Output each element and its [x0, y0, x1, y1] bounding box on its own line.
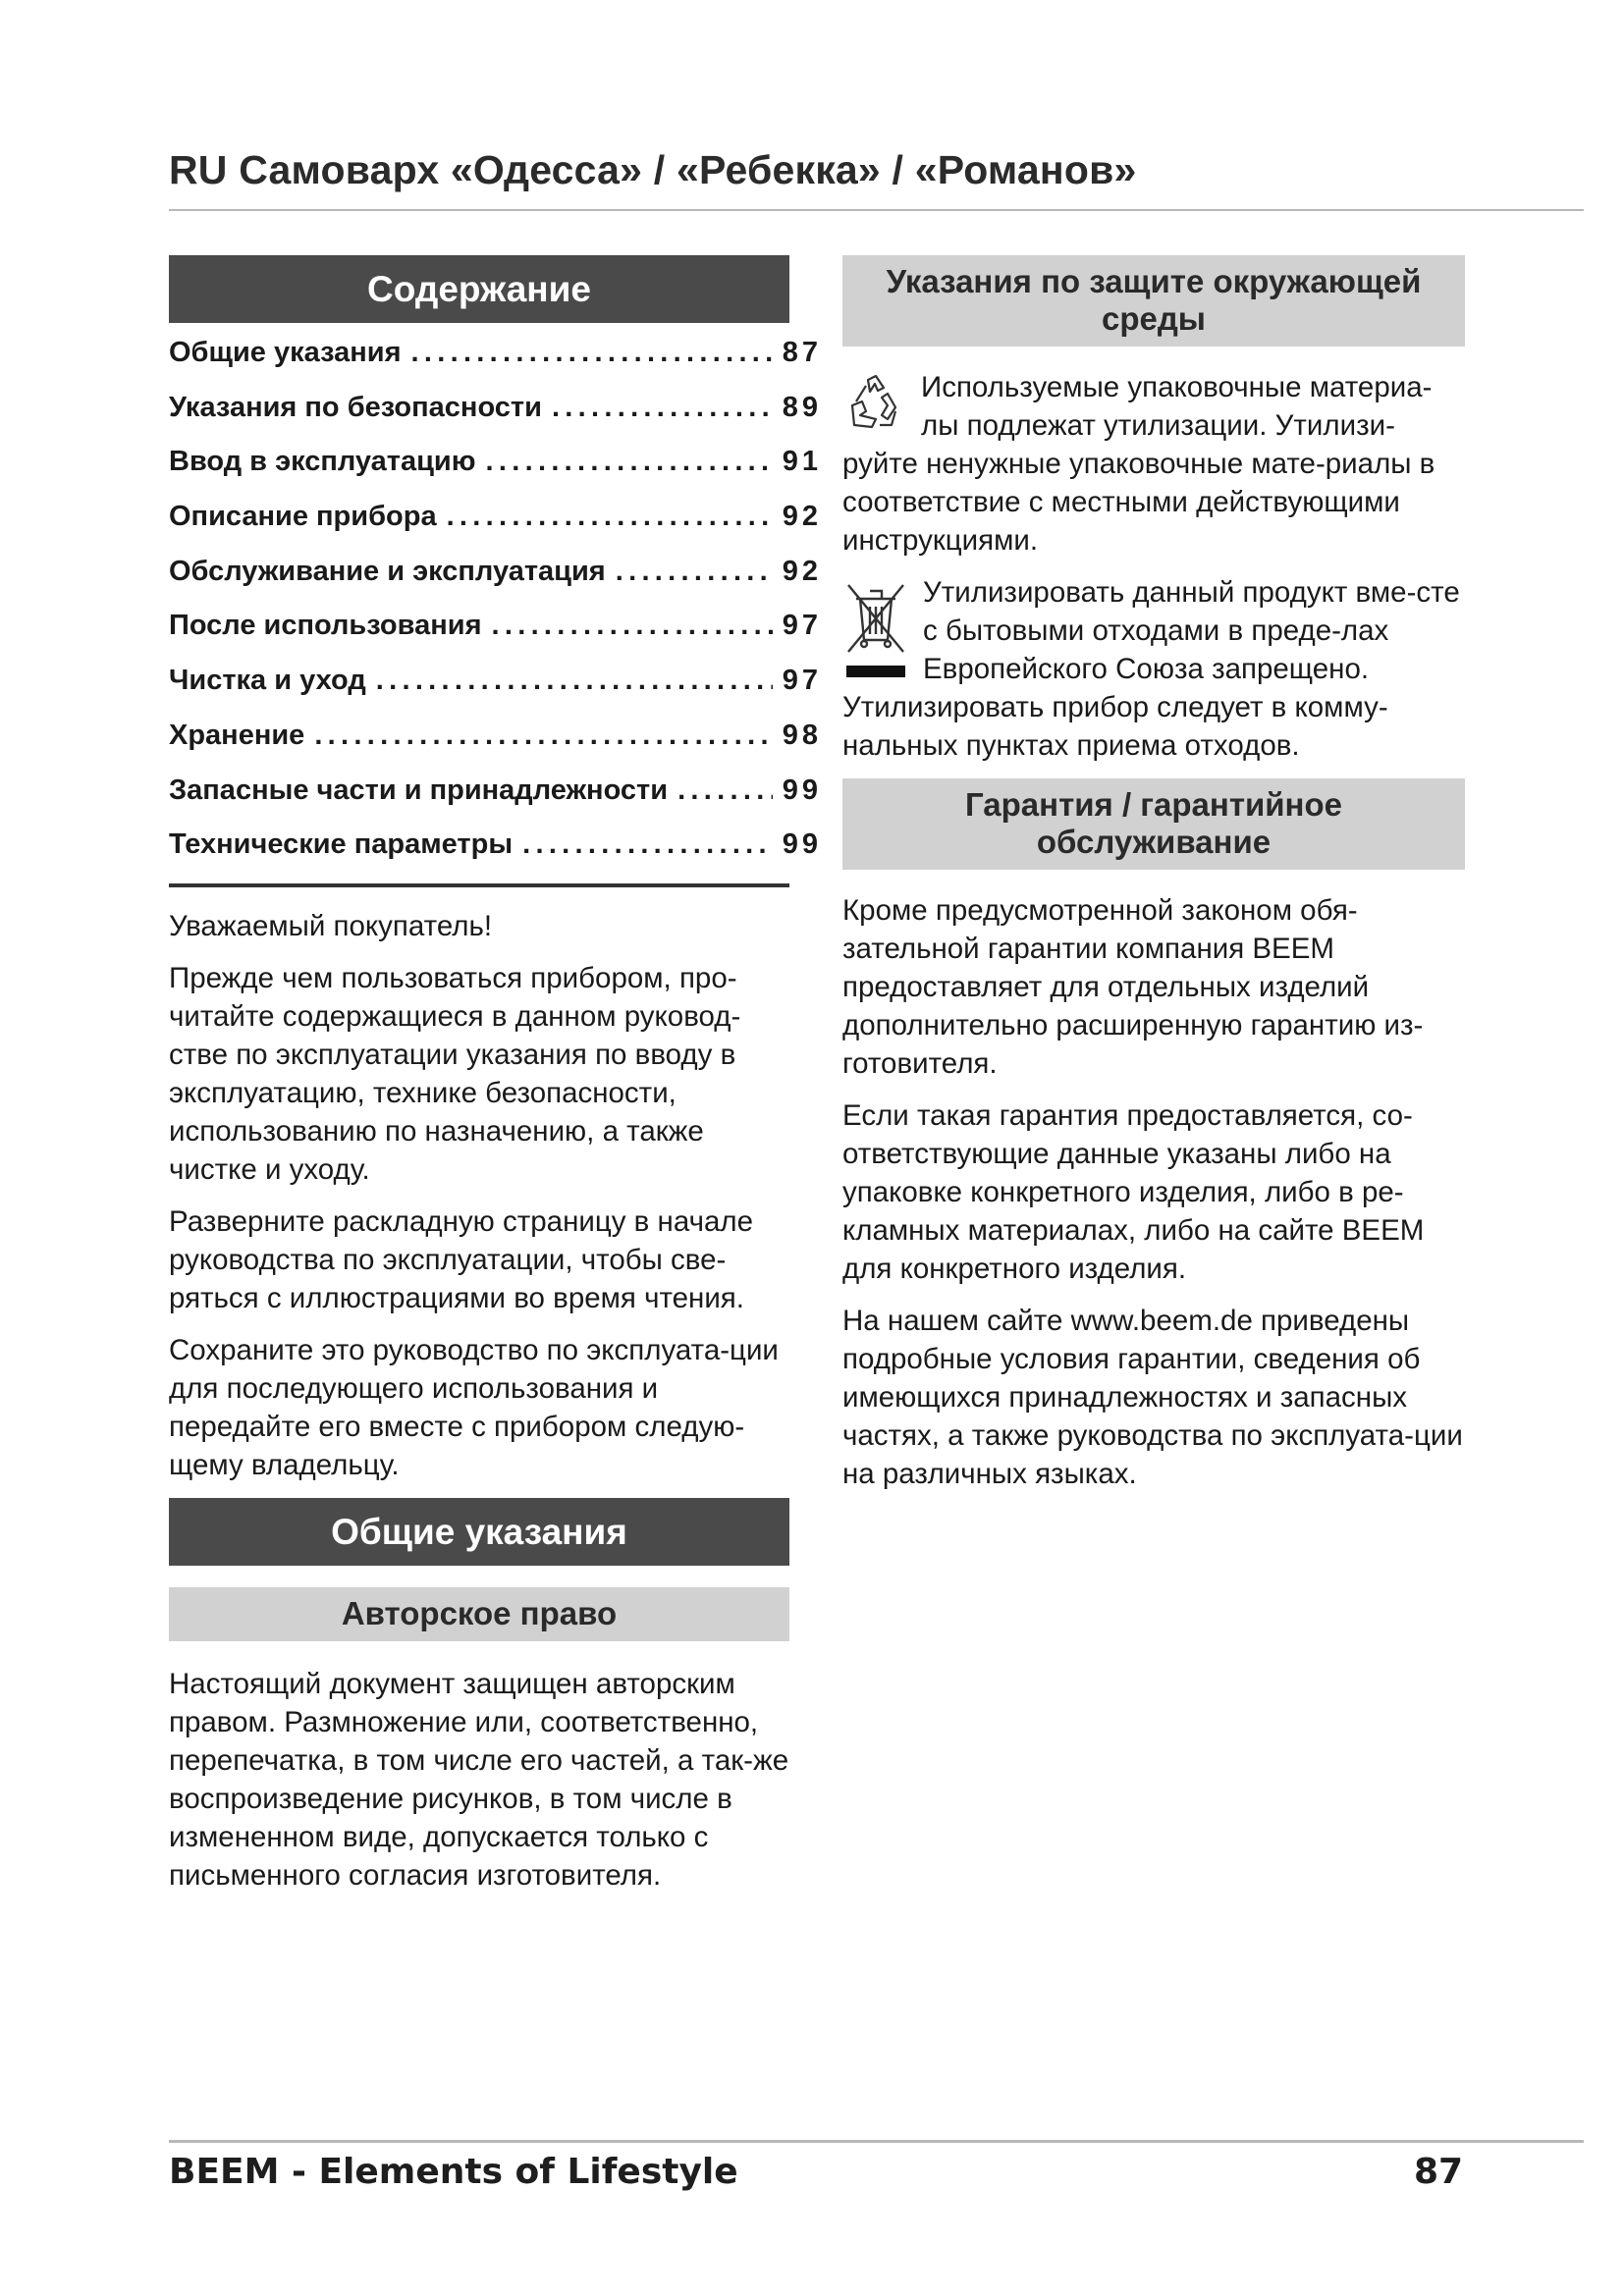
toc-item — [169, 552, 822, 607]
toc-leader-dots — [486, 442, 773, 481]
toc-item — [169, 716, 822, 771]
warranty-paragraph-1: Кроме предусмотренной законом обя-зательной гарантии компания BEEM предоставляет для отдельных изделий дополнительно расширенную гарантию из-готовителя. — [842, 894, 1424, 1080]
toc-item-label: Описание прибора — [169, 501, 437, 533]
recycle-icon — [842, 372, 907, 431]
toc-item — [169, 771, 822, 826]
intro-paragraph-3: Сохраните это руководство по эксплуата-ции для последующего использования и передайте его вместе с прибором следую-щему владельцу. — [169, 1333, 779, 1481]
footer-divider — [169, 2140, 1584, 2143]
toc-item-page: 99 — [782, 828, 822, 861]
toc-item-label: Хранение — [169, 719, 305, 751]
copyright-text: Настоящий документ защищен авторским правом. Размножение или, соответственно, перепечатка, в том числе его частей, а так-же воспроизведение рисунков, в том числе в измененном виде, допускается только с письменного согласия изготовителя. — [169, 1667, 789, 1892]
toc-item-label: Общие указания — [169, 337, 402, 368]
toc-item-page: 99 — [782, 774, 822, 806]
toc-leader-dots — [314, 716, 772, 755]
toc-item — [169, 497, 822, 552]
toc-item-label: Обслуживание и эксплуатация — [169, 555, 606, 587]
toc-divider — [169, 883, 789, 887]
toc-item — [169, 606, 822, 661]
intro-paragraph-2: Разверните раскладную страницу в начале руководства по эксплуатации, чтобы све-ряться с иллюстрациями во время чтения. — [169, 1204, 753, 1314]
intro-paragraph-1: Прежде чем пользоваться прибором, про-читайте содержащиеся в данном руковод-стве по эксплуатации указания по вводу в эксплуатацию, технике безопасности, использованию по назначению, а также чистке и уходу. — [169, 961, 741, 1186]
toc-item-page: 92 — [782, 555, 822, 587]
toc-leader-dots — [616, 552, 773, 591]
toc-leader-dots — [411, 333, 773, 372]
toc-leader-dots — [447, 497, 773, 536]
toc-item-label: Запасные части и принадлежности — [169, 774, 669, 806]
toc-heading: Содержание — [169, 255, 789, 323]
toc-item-page: 92 — [782, 501, 822, 533]
toc-item-label: После использования — [169, 610, 482, 642]
general-heading: Общие указания — [169, 1498, 789, 1566]
crossed-bin-icon — [842, 577, 909, 679]
copyright-heading: Авторское право — [169, 1587, 789, 1641]
toc-leader-dots — [492, 606, 773, 645]
warranty-heading: Гарантия / гарантийное обслуживание — [842, 778, 1465, 870]
title-divider — [169, 209, 1584, 211]
environment-paragraph-1: Используемые упаковочные материа-лы подлежат утилизации. Утилизи-руйте ненужные упаковочные мате-риалы в соответствие с местными действующими инструкциями. — [842, 371, 1435, 557]
toc-item-page: 98 — [782, 719, 822, 751]
toc-item-page: 97 — [782, 610, 822, 642]
page-title: RU Самоварх «Одесса» / «Ребекка» / «Романов» — [169, 147, 1137, 192]
toc-list — [169, 333, 822, 880]
toc-item — [169, 388, 822, 443]
toc-item — [169, 661, 822, 716]
left-column — [169, 255, 822, 1908]
toc-item-page: 91 — [782, 446, 822, 478]
toc-item-page: 97 — [782, 665, 822, 697]
environment-paragraph-2: Утилизировать данный продукт вме-сте с бытовыми отходами в преде-лах Европейского Союза запрещено. Утилизировать прибор следует в комму-нальных пунктах приема отходов. — [842, 576, 1460, 762]
toc-item — [169, 442, 822, 497]
environment-heading: Указания по защите окружающей среды — [842, 255, 1465, 347]
toc-item-page: 87 — [782, 337, 822, 368]
toc-item-label: Указания по безопасности — [169, 391, 542, 423]
toc-leader-dots — [552, 388, 773, 427]
right-column — [842, 255, 1465, 1507]
toc-leader-dots — [677, 771, 773, 810]
toc-item-label: Чистка и уход — [169, 665, 366, 697]
greeting: Уважаемый покупатель! — [169, 909, 493, 942]
toc-item-label: Технические параметры — [169, 828, 514, 861]
warranty-paragraph-2: Если такая гарантия предоставляется, со-ответствующие данные указаны либо на упаковке конкретного изделия, либо в ре-кламных материалах, либо на сайте BEEM для конкретного изделия. — [842, 1099, 1425, 1285]
toc-item — [169, 825, 822, 880]
footer-brand: BEEM - Elements of Lifestyle — [169, 2152, 738, 2192]
toc-item-page: 89 — [782, 391, 822, 423]
toc-leader-dots — [522, 825, 773, 864]
page-number: 87 — [1414, 2152, 1464, 2192]
warranty-paragraph-3: На нашем сайте www.beem.de приведены подробные условия гарантии, сведения об имеющихся принадлежностях и запасных частях, а также руководства по эксплуата-ции на различных языках. — [842, 1305, 1463, 1490]
toc-leader-dots — [376, 661, 773, 700]
toc-item — [169, 333, 822, 388]
toc-item-label: Ввод в эксплуатацию — [169, 446, 476, 478]
